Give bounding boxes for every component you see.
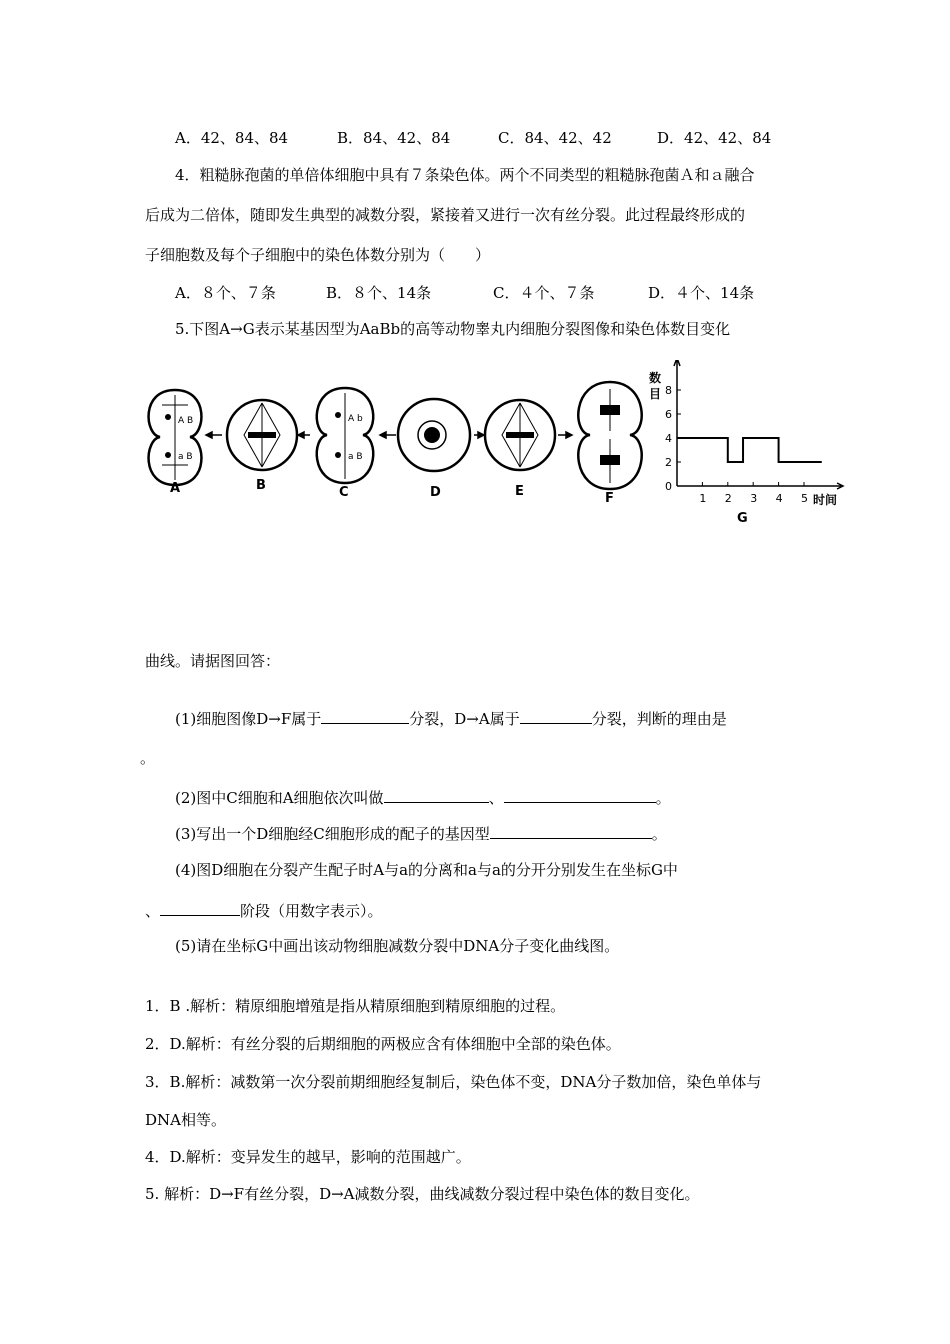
q5-sub3-part2: 。 [651, 825, 667, 843]
q5-sub2-part1: (2)图中C细胞和A细胞依次叫做 [175, 789, 384, 807]
cell-c-gene-top: A b [348, 414, 363, 424]
chart-xlabel: 时间 [813, 493, 838, 507]
answer-5: 5. 解析：D→F有丝分裂，D→A减数分裂，曲线减数分裂过程中染色体的数目变化。 [145, 1185, 700, 1203]
q4-option-c: C．４个、７条 [493, 284, 595, 302]
chart-ytick-label: 4 [665, 432, 672, 445]
cell-label-a: A [170, 481, 181, 496]
chart-ytick-label: 2 [665, 456, 672, 469]
q4-options [175, 282, 754, 303]
q5-sub2-part2: 、 [488, 789, 504, 807]
answer-4: 4．D.解析：变异发生的越早，影响的范围越广。 [145, 1148, 471, 1166]
q5-sub4-part1: 、 [145, 902, 161, 920]
chart-xtick-label: 4 [775, 492, 783, 505]
q5-sub1-part3: 分裂，判断的理由是 [591, 710, 727, 728]
cell-a-gene-bottom: a B [178, 452, 193, 462]
chart-xtick-label: 2 [724, 492, 732, 505]
chart-xtick-label: 1 [699, 492, 707, 505]
cell-label-f: F [605, 491, 614, 506]
chart-ytick-label: 8 [665, 384, 672, 397]
q5-sub1-blank1[interactable] [321, 709, 409, 724]
q3-option-b: B．84、42、84 [337, 129, 451, 147]
chart-ytick-label: 6 [665, 408, 672, 421]
chart-xtick-label: 3 [750, 492, 758, 505]
q5-sub2-blank1[interactable] [384, 788, 489, 803]
q5-sub4-part2: 阶段（用数字表示）。 [240, 902, 383, 920]
q5-sub3 [175, 823, 667, 844]
chart-ylabel-1: 数 [649, 371, 662, 385]
q4-line3: 子细胞数及每个子细胞中的染色体数分别为（ ） [145, 246, 491, 264]
q4-option-d: D．４个、14条 [648, 284, 755, 302]
cell-a-gene-top: A B [178, 416, 194, 426]
answer-3-line1: 3．B.解析：减数第一次分裂前期细胞经复制后，染色体不变，DNA分子数加倍，染色单体与 [145, 1073, 762, 1091]
q5-sub5: (5)请在坐标G中画出该动物细胞减数分裂中DNA分子变化曲线图。 [175, 937, 620, 955]
q5-line2: 曲线。请据图回答： [145, 652, 281, 670]
q5-sub3-blank[interactable] [490, 824, 652, 839]
answer-1: 1．B .解析：精原细胞增殖是指从精原细胞到精原细胞的过程。 [145, 997, 566, 1015]
q5-sub4-line2 [145, 900, 383, 921]
q4-option-b: B．８个、14条 [326, 284, 432, 302]
chart-y-axis [674, 360, 680, 486]
q5-sub1-end: 。 [140, 749, 156, 767]
q5-sub3-part1: (3)写出一个D细胞经C细胞形成的配子的基因型 [175, 825, 490, 843]
chart-xtick-label: 5 [800, 492, 808, 505]
chart-ytick-label: 0 [665, 480, 672, 493]
cell-label-d: D [430, 485, 441, 500]
cell-label-c: C [339, 485, 349, 500]
q5-sub1-blank2[interactable] [520, 709, 592, 724]
q5-sub4-line1: (4)图D细胞在分裂产生配子时A与a的分离和a与a的分开分别发生在坐标G中 [175, 861, 678, 879]
q5-sub2 [175, 787, 671, 808]
cell-c-gene-bottom: a B [348, 452, 363, 462]
cell-label-e: E [515, 484, 524, 499]
chart-ylabel-2: 目 [649, 387, 662, 401]
q3-option-c: C．84、42、42 [498, 129, 612, 147]
q4-option-a: A．８个、７条 [175, 284, 276, 302]
q3-options [175, 127, 771, 148]
q5-line1: 5.下图A→G表示某基因型为AaBb的高等动物睾丸内细胞分裂图像和染色体数目变化 [175, 320, 731, 338]
q5-sub2-blank2[interactable] [504, 788, 656, 803]
cell-e-chromosomes [506, 432, 534, 438]
q5-sub4-blank[interactable] [160, 901, 240, 916]
cell-b-chromosomes [248, 432, 276, 438]
answer-2: 2．D.解析：有丝分裂的后期细胞的两极应含有体细胞中全部的染色体。 [145, 1035, 621, 1053]
q5-sub2-part3: 。 [655, 789, 671, 807]
chart-g [645, 360, 850, 530]
q4-line1: 4．粗糙脉孢菌的单倍体细胞中具有７条染色体。两个不同类型的粗糙脉孢菌Ａ和ａ融合 [175, 166, 755, 184]
q3-option-d: D．42、42、84 [657, 129, 772, 147]
chart-title: G [737, 511, 748, 526]
q4-line2: 后成为二倍体，随即发生典型的减数分裂，紧接着又进行一次有丝分裂。此过程最终形成的 [145, 206, 746, 224]
q5-sub1-part1: (1)细胞图像D→F属于 [175, 710, 322, 728]
cell-division-figure [140, 355, 660, 515]
answer-3-line2: DNA相等。 [145, 1111, 226, 1129]
q5-sub1-part2: 分裂，D→A属于 [409, 710, 520, 728]
cell-label-b: B [256, 478, 266, 493]
chart-series-line [677, 438, 822, 462]
q3-option-a: A．42、84、84 [175, 129, 289, 147]
q5-sub1 [175, 708, 727, 729]
